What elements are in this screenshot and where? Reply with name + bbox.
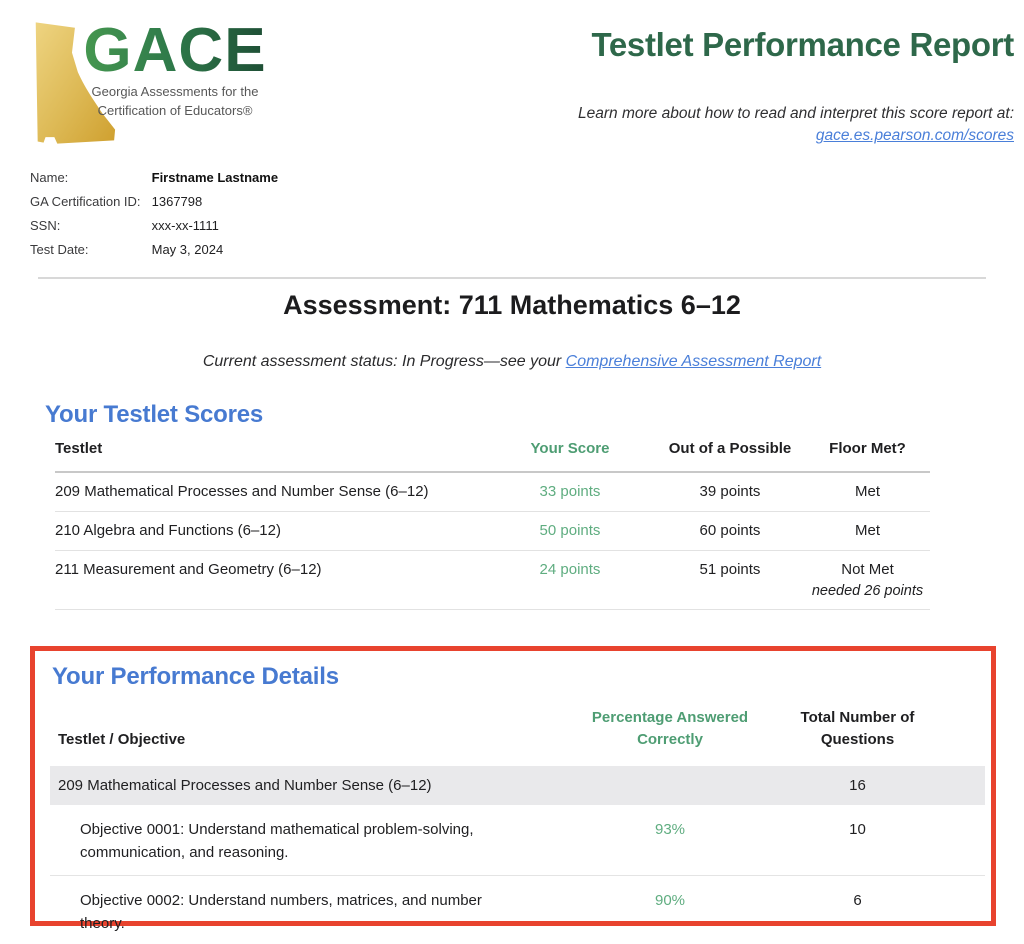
candidate-certid-label: GA Certification ID: [30, 194, 141, 209]
candidate-certid-row [30, 190, 278, 214]
candidate-testdate-label: Test Date: [30, 242, 89, 257]
table-row [50, 876, 985, 944]
candidate-name-value: Firstname Lastname [151, 170, 279, 185]
perf-objective-0001-pct: 93% [565, 805, 775, 876]
table-row [55, 512, 930, 551]
scores-col-possible: Out of a Possible [655, 438, 805, 472]
testlet-211-name: 211 Measurement and Geometry (6–12) [55, 551, 485, 610]
table-row [50, 805, 985, 876]
perf-testlet-209-pct [565, 766, 775, 805]
perf-col-percentage: Percentage Answered Correctly [591, 709, 749, 748]
performance-details-table [50, 707, 985, 944]
scores-col-your-score: Your Score [485, 438, 655, 472]
candidate-testdate-row [30, 238, 278, 262]
candidate-ssn-label: SSN: [30, 218, 61, 233]
testlet-scores-heading: Your Testlet Scores [45, 401, 264, 428]
gace-subtitle-line1: Georgia Assessments for the [91, 84, 259, 99]
table-row [55, 472, 930, 512]
candidate-ssn-row [30, 214, 278, 238]
scores-col-floor: Floor Met? [805, 438, 930, 472]
perf-objective-0002-label: Objective 0002: Understand numbers, matrices, and number theory. [80, 892, 482, 932]
perf-testlet-209-label: 209 Mathematical Processes and Number Sense (6–12) [50, 766, 565, 805]
testlet-209-possible: 39 points [655, 472, 805, 512]
report-title: Testlet Performance Report [591, 26, 1014, 63]
perf-objective-0002-pct: 90% [654, 892, 686, 909]
testlet-209-name: 209 Mathematical Processes and Number Sense (6–12) [55, 472, 485, 512]
scores-link[interactable]: gace.es.pearson.com/scores [815, 127, 1014, 145]
learn-more-text: Learn more about how to read and interpret this score report at: [578, 105, 1014, 122]
assessment-title: Assessment: 711 Mathematics 6–12 [283, 290, 741, 320]
candidate-name-row [30, 166, 278, 190]
table-row [55, 551, 930, 610]
testlet-210-score: 50 points [485, 512, 655, 551]
assessment-status-text: Current assessment status: In Progress—see your [202, 353, 566, 370]
perf-objective-0001-label: Objective 0001: Understand mathematical problem-solving, communication, and reasoning. [50, 805, 565, 876]
scores-header-row [55, 438, 930, 472]
testlet-211-floor-note: needed 26 points [811, 583, 924, 599]
scores-col-testlet: Testlet [55, 438, 485, 472]
candidate-info [30, 166, 278, 262]
testlet-scores-table [55, 438, 930, 610]
testlet-209-score: 33 points [485, 472, 655, 512]
performance-header-row [50, 707, 985, 766]
testlet-211-floor [805, 551, 930, 610]
header-divider [38, 277, 986, 279]
candidate-ssn-value: xxx-xx-1111 [151, 218, 219, 233]
perf-testlet-209-total: 16 [775, 766, 985, 805]
gace-logo-text [48, 16, 302, 120]
testlet-211-score: 24 points [485, 551, 655, 610]
perf-col-objective: Testlet / Objective [58, 731, 186, 748]
table-row [50, 766, 985, 805]
testlet-210-possible: 60 points [655, 512, 805, 551]
testlet-209-floor: Met [805, 472, 930, 512]
learn-more-block [314, 103, 1014, 148]
testlet-210-name: 210 Algebra and Functions (6–12) [55, 512, 485, 551]
perf-objective-0002-total: 6 [853, 892, 862, 909]
comprehensive-report-link[interactable]: Comprehensive Assessment Report [565, 353, 822, 370]
candidate-certid-value: 1367798 [151, 194, 203, 209]
gace-acronym: GACE [48, 20, 302, 82]
candidate-name-label: Name: [30, 170, 69, 185]
testlet-211-possible: 51 points [655, 551, 805, 610]
testlet-211-floor-status: Not Met [841, 561, 894, 578]
performance-details-heading: Your Performance Details [52, 663, 339, 690]
assessment-status [0, 353, 1024, 371]
gace-logo [22, 12, 302, 154]
testlet-210-floor: Met [805, 512, 930, 551]
performance-details-highlight-box [30, 646, 996, 932]
perf-objective-0001-total: 10 [775, 805, 985, 876]
gace-subtitle-line2: Certification of Educators® [97, 102, 253, 118]
candidate-testdate-value: May 3, 2024 [151, 242, 224, 257]
perf-col-total: Total Number of Questions [800, 709, 915, 748]
